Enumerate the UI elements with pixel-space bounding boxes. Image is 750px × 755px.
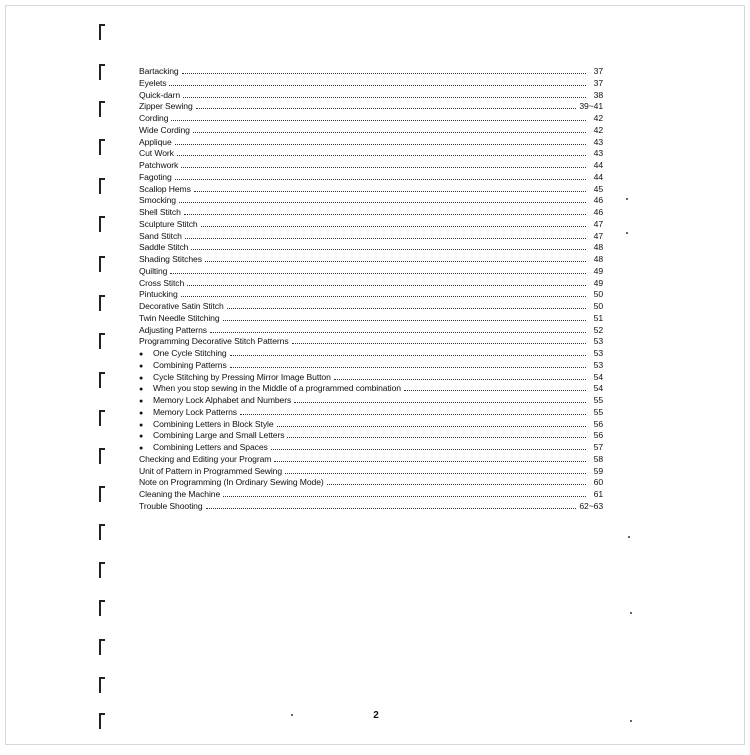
dot-leader: [175, 171, 586, 180]
toc-entry: [139, 253, 603, 265]
toc-entry: [139, 171, 603, 183]
toc-entry-title: Combining Letters and Spaces: [153, 442, 268, 452]
toc-entry-page: 55: [593, 395, 603, 405]
toc-entry-page: 42: [593, 124, 603, 135]
page-number: 2: [373, 710, 379, 721]
dot-leader: [210, 324, 586, 333]
toc-entry-page: 61: [593, 489, 603, 499]
scan-speck: [628, 536, 630, 538]
bullet-icon: ●: [139, 445, 144, 452]
toc-entry-title: Adjusting Patterns: [139, 324, 207, 335]
dot-leader: [287, 429, 586, 438]
dot-leader: [181, 288, 586, 297]
dot-leader: [205, 253, 586, 262]
dot-leader: [196, 100, 577, 109]
dot-leader: [182, 65, 586, 74]
binding-clips: [6, 6, 46, 746]
dot-leader: [271, 441, 586, 450]
dot-leader: [277, 418, 586, 427]
dot-leader: [170, 265, 586, 274]
binding-clip: [99, 24, 105, 40]
dot-leader: [240, 406, 586, 415]
toc-entry-page: 54: [593, 383, 603, 394]
toc-entry: [139, 124, 603, 136]
dot-leader: [230, 347, 586, 356]
toc-entry: [139, 382, 603, 394]
dot-leader: [185, 230, 586, 239]
bullet-icon: ●: [139, 398, 144, 405]
toc-entry-page: 54: [593, 371, 603, 382]
dot-leader: [223, 312, 586, 321]
binding-clip: [99, 410, 105, 426]
scan-speck: [291, 714, 293, 716]
toc-entry-title: Sculpture Stitch: [139, 218, 198, 229]
toc-entry-title: Shading Stitches: [139, 254, 202, 264]
toc-entry-title: Shell Stitch: [139, 207, 181, 217]
manual-page: [5, 5, 745, 745]
dot-leader: [223, 488, 586, 497]
toc-entry: [139, 159, 603, 171]
toc-entry-title: Patchwork: [139, 160, 179, 170]
toc-entry: [139, 312, 603, 324]
toc-entry-title: Cross Stitch: [139, 277, 185, 288]
toc-entry-title: Combining Large and Small Letters: [153, 430, 285, 441]
toc-entry-page: 45: [593, 183, 603, 194]
bullet-icon: ●: [139, 409, 144, 417]
toc-entry-page: 49: [593, 265, 603, 276]
binding-clip: [99, 677, 105, 693]
toc-entry: [139, 418, 603, 430]
toc-entry-page: 42: [593, 113, 603, 123]
dot-leader: [194, 183, 586, 192]
toc-entry-page: 53: [593, 336, 603, 347]
dot-leader: [169, 77, 586, 86]
toc-entry-page: 62~63: [579, 500, 603, 511]
bullet-icon: ●: [139, 374, 144, 382]
toc-entry-page: 55: [593, 406, 603, 417]
dot-leader: [327, 476, 586, 485]
dot-leader: [227, 300, 586, 309]
toc-entry-title: When you stop sewing in the Middle of a programmed combination: [153, 383, 401, 394]
bullet-icon: ●: [139, 362, 144, 370]
dot-leader: [175, 136, 586, 145]
toc-entry-title: Unit of Pattern in Programmed Sewing: [139, 465, 283, 476]
toc-entry-page: 43: [593, 148, 603, 159]
dot-leader: [184, 206, 586, 215]
binding-clip: [99, 256, 105, 272]
scan-speck: [626, 232, 628, 234]
toc-entry-title: Scallop Hems: [139, 183, 191, 194]
dot-leader: [191, 241, 586, 250]
toc-entry-page: 59: [593, 465, 603, 476]
toc-entry-page: 48: [593, 242, 603, 253]
toc-entry: [139, 300, 603, 312]
toc-entry-title: Bartacking: [139, 66, 179, 76]
toc-entry-page: 53: [593, 359, 603, 370]
toc-entry: [139, 394, 603, 406]
toc-entry-title: Zipper Sewing: [139, 101, 193, 112]
binding-clip: [99, 333, 105, 349]
dot-leader: [179, 194, 586, 203]
toc-entry-page: 38: [593, 89, 603, 100]
binding-clip: [99, 139, 105, 155]
toc-entry-title: Twin Needle Stitching: [139, 312, 220, 323]
bullet-icon: ●: [139, 421, 144, 429]
dot-leader: [193, 124, 586, 133]
dot-leader: [177, 147, 586, 156]
binding-clip: [99, 295, 105, 311]
toc-entry-page: 37: [593, 66, 603, 76]
toc-entry: [139, 488, 603, 500]
toc-entry-page: 53: [593, 348, 603, 358]
toc-entry: [139, 406, 603, 418]
toc-entry: [139, 218, 603, 230]
dot-leader: [404, 382, 586, 391]
toc-entry-page: 39~41: [579, 101, 603, 112]
toc-entry-title: Wide Cording: [139, 124, 190, 135]
toc-entry: [139, 441, 603, 453]
bullet-icon: ●: [139, 351, 144, 358]
toc-entry-title: Cycle Stitching by Pressing Mirror Image Button: [153, 371, 331, 382]
toc-entry-title: Smocking: [139, 195, 176, 206]
binding-clip: [99, 178, 105, 194]
toc-entry: [139, 277, 603, 289]
toc-entry: [139, 265, 603, 277]
toc-entry-title: Pintucking: [139, 289, 178, 300]
toc-entry-page: 43: [593, 136, 603, 147]
binding-clip: [99, 101, 105, 117]
toc-entry: [139, 288, 603, 300]
toc-entry-page: 48: [593, 254, 603, 264]
dot-leader: [285, 465, 586, 474]
dot-leader: [187, 277, 586, 286]
binding-clip: [99, 216, 105, 232]
toc-entry-title: Note on Programming (In Ordinary Sewing Mode): [139, 477, 324, 488]
toc-entry: [139, 89, 603, 101]
binding-clip: [99, 486, 105, 502]
toc-entry-title: Eyelets: [139, 77, 167, 88]
toc-entry: [139, 500, 603, 512]
toc-entry-title: Sand Stitch: [139, 230, 182, 241]
toc-entry: [139, 183, 603, 195]
scan-speck: [626, 198, 628, 200]
toc-entry: [139, 65, 603, 77]
toc-entry-page: 44: [593, 171, 603, 182]
toc-entry-page: 50: [593, 289, 603, 300]
dot-leader: [230, 359, 586, 368]
toc-entry: [139, 100, 603, 112]
toc-entry: [139, 147, 603, 159]
toc-entry-title: Fagoting: [139, 171, 172, 182]
dot-leader: [274, 453, 586, 462]
toc-entry-title: Memory Lock Patterns: [153, 406, 237, 417]
toc-entry-page: 51: [593, 312, 603, 323]
dot-leader: [183, 89, 586, 98]
toc-entry-page: 56: [593, 418, 603, 429]
toc-entry: [139, 359, 603, 371]
toc-entry: [139, 429, 603, 441]
dot-leader: [171, 112, 586, 121]
binding-clip: [99, 448, 105, 464]
dot-leader: [294, 394, 586, 403]
toc-entry: [139, 77, 603, 89]
toc-entry: [139, 465, 603, 477]
toc-entry-title: Applique: [139, 136, 172, 147]
toc-entry-title: Quick-darn: [139, 89, 181, 100]
bullet-icon: ●: [139, 386, 144, 394]
toc-entry-page: 56: [593, 430, 603, 441]
toc-entry-page: 46: [593, 207, 603, 217]
toc-entry-page: 47: [593, 230, 603, 241]
toc-entry: [139, 241, 603, 253]
toc-entry: [139, 136, 603, 148]
toc-entry-title: Checking and Editing your Program: [139, 453, 272, 464]
toc-entry-title: Combining Patterns: [153, 359, 227, 370]
toc-entry: [139, 347, 603, 359]
table-of-contents: [139, 65, 603, 512]
toc-entry: [139, 476, 603, 488]
dot-leader: [201, 218, 586, 227]
toc-entry: [139, 230, 603, 242]
toc-entry-title: Quilting: [139, 265, 168, 276]
binding-clip: [99, 600, 105, 616]
toc-entry: [139, 206, 603, 218]
toc-entry: [139, 453, 603, 465]
toc-entry-page: 52: [593, 324, 603, 335]
binding-clip: [99, 524, 105, 540]
bullet-icon: ●: [139, 433, 144, 441]
toc-entry-title: One Cycle Stitching: [153, 348, 227, 358]
binding-clip: [99, 64, 105, 80]
toc-entry-title: Combining Letters in Block Style: [153, 418, 274, 429]
toc-entry-title: Decorative Satin Stitch: [139, 301, 224, 311]
scan-speck: [630, 720, 632, 722]
toc-entry: [139, 194, 603, 206]
binding-clip: [99, 639, 105, 655]
toc-entry-page: 58: [593, 453, 603, 464]
toc-entry-page: 60: [593, 477, 603, 488]
scan-speck: [630, 612, 632, 614]
toc-entry-page: 46: [593, 195, 603, 206]
toc-entry-page: 37: [593, 77, 603, 88]
toc-entry-page: 50: [593, 301, 603, 311]
toc-entry: [139, 324, 603, 336]
dot-leader: [292, 335, 586, 344]
toc-entry-page: 47: [593, 218, 603, 229]
dot-leader: [206, 500, 577, 509]
toc-entry-title: Trouble Shooting: [139, 500, 203, 511]
toc-entry-title: Cut Work: [139, 148, 174, 159]
toc-entry: [139, 112, 603, 124]
binding-clip: [99, 372, 105, 388]
toc-entry-title: Programming Decorative Stitch Patterns: [139, 336, 289, 347]
binding-clip: [99, 562, 105, 578]
toc-entry-title: Saddle Stitch: [139, 242, 189, 253]
toc-entry-page: 44: [593, 160, 603, 170]
toc-entry-title: Memory Lock Alphabet and Numbers: [153, 395, 292, 405]
toc-entry-title: Cording: [139, 113, 169, 123]
toc-entry-page: 49: [593, 277, 603, 288]
toc-entry: [139, 335, 603, 347]
dot-leader: [181, 159, 586, 168]
toc-entry-title: Cleaning the Machine: [139, 489, 221, 499]
dot-leader: [334, 371, 586, 380]
toc-entry: [139, 371, 603, 383]
toc-entry-page: 57: [593, 442, 603, 452]
